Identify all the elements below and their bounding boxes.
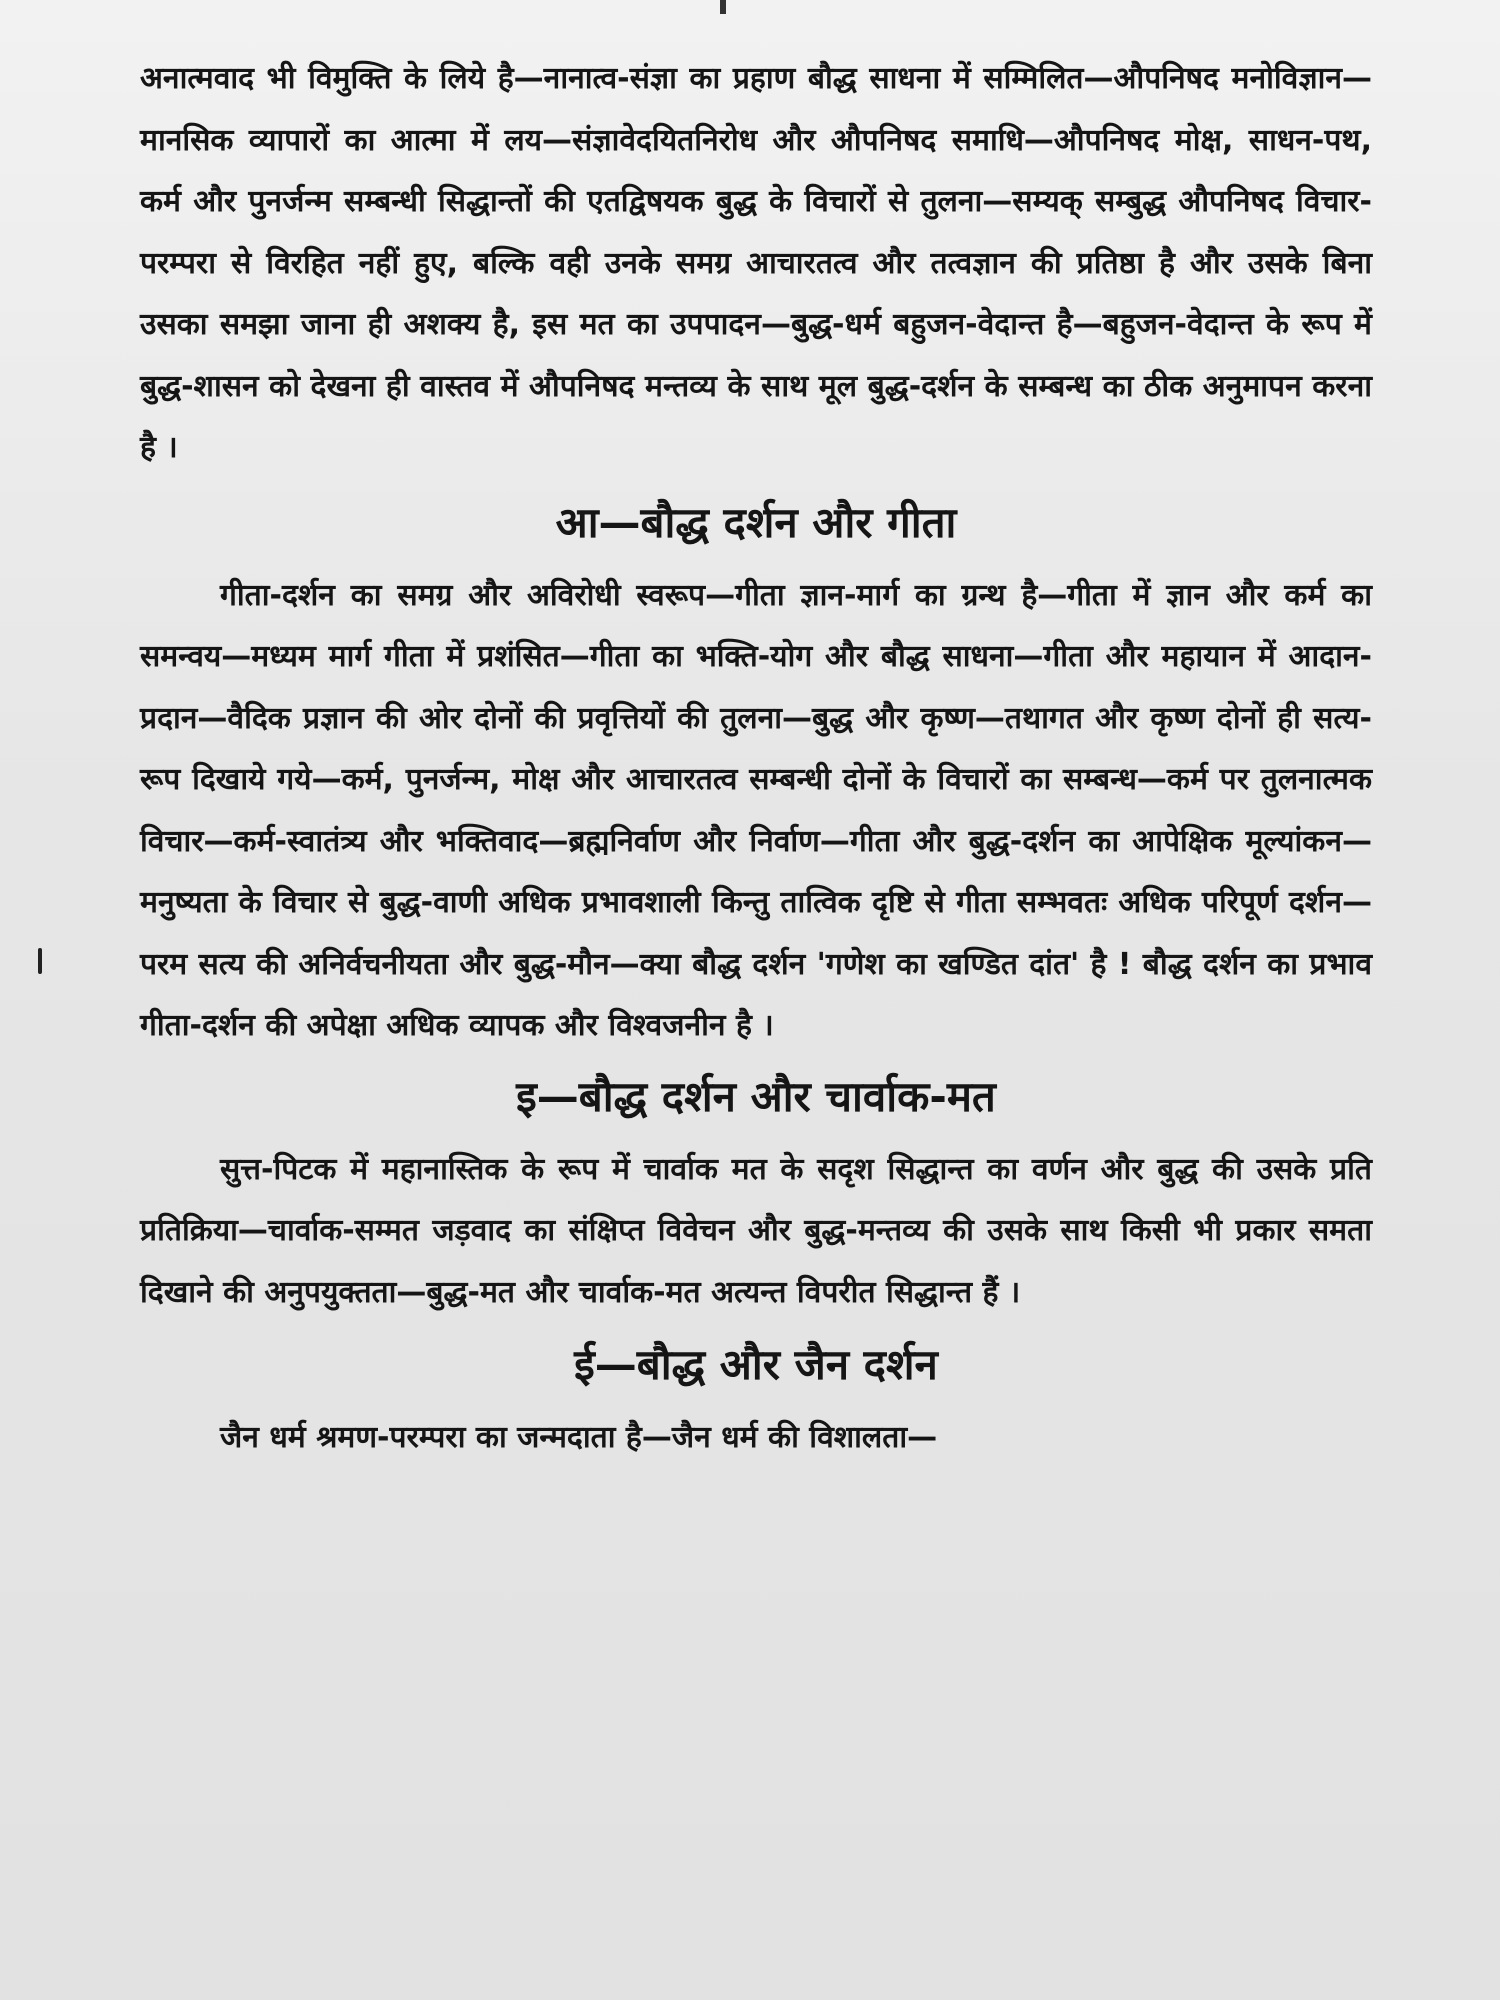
gita-paragraph: गीता-दर्शन का समग्र और अविरोधी स्वरूप—गीता ज्ञान-मार्ग का ग्रन्थ है—गीता में ज्ञान और कर्म का समन्वय—मध्यम मार्ग गीता में प्रशंसित—गीता का भक्ति-योग और बौद्ध साधना—गीता और महायान में आदान-प्रदान—वैदिक प्रज्ञान की ओर दोनों की प्रवृत्तियों की तुलना—बुद्ध और कृष्ण—तथागत और कृष्ण दोनों ही सत्य-रूप दिखाये गये—कर्म, पुनर्जन्म, मोक्ष और आचारतत्व सम्बन्धी दोनों के विचारों का सम्बन्ध—कर्म पर तुलनात्मक विचार—कर्म-स्वातंत्र्य और भक्तिवाद—ब्रह्मनिर्वाण और निर्वाण—गीता और बुद्ध-दर्शन का आपेक्षिक मूल्यांकन—मनुष्यता के विचार से बुद्ध-वाणी अधिक प्रभावशाली किन्तु तात्विक दृष्टि से गीता सम्भवतः अधिक परिपूर्ण दर्शन—परम सत्य की अनिर्वचनीयता और बुद्ध-मौन—क्या बौद्ध दर्शन 'गणेश का खण्डित दांत' है ! बौद्ध दर्शन का प्रभाव गीता-दर्शन की अपेक्षा अधिक व्यापक और विश्वजनीन है ।	[140, 577, 1372, 1043]
charvaka-paragraph: सुत्त-पिटक में महानास्तिक के रूप में चार्वाक मत के सदृश सिद्धान्त का वर्णन और बुद्ध की उसके प्रति प्रतिक्रिया—चार्वाक-सम्मत जड़वाद का संक्षिप्त विवेचन और बुद्ध-मन्तव्य की उसके साथ किसी भी प्रकार समता दिखाने की अनुपयुक्तता—बुद्ध-मत और चार्वाक-मत अत्यन्त विपरीत सिद्धान्त हैं ।	[140, 1151, 1372, 1310]
section-heading-jain: ई—बौद्ध और जैन दर्शन	[574, 1340, 938, 1389]
page-content	[140, 48, 1372, 1469]
section-heading-charvaka: इ—बौद्ध दर्शन और चार्वाक-मत	[516, 1071, 996, 1121]
margin-ink-mark	[38, 948, 42, 974]
intro-paragraph: अनात्मवाद भी विमुक्ति के लिये है—नानात्व-संज्ञा का प्रहाण बौद्ध साधना में सम्मिलित—औपनिषद मनोविज्ञान—मानसिक व्यापारों का आत्मा में लय—संज्ञावेदयितनिरोध और औपनिषद समाधि—औपनिषद मोक्ष, साधन-पथ, कर्म और पुनर्जन्म सम्बन्धी सिद्धान्तों की एतद्विषयक बुद्ध के विचारों से तुलना—सम्यक् सम्बुद्ध औपनिषद विचार-परम्परा से विरहित नहीं हुए, बल्कि वही उनके समग्र आचारतत्व और तत्वज्ञान की प्रतिष्ठा है और उसके बिना उसका समझा जाना ही अशक्य है, इस मत का उपपादन—बुद्ध-धर्म बहुजन-वेदान्त है—बहुजन-वेदान्त के रूप में बुद्ध-शासन को देखना ही वास्तव में औपनिषद मन्तव्य के साथ मूल बुद्ध-दर्शन के सम्बन्ध का ठीक अनुमापन करना है ।	[140, 61, 1372, 465]
jain-paragraph: जैन धर्म श्रमण-परम्परा का जन्मदाता है—जैन धर्म की विशालता—	[220, 1420, 938, 1455]
section-heading-gita: आ—बौद्ध दर्शन और गीता	[555, 497, 957, 547]
page-edge-mark	[720, 0, 726, 14]
